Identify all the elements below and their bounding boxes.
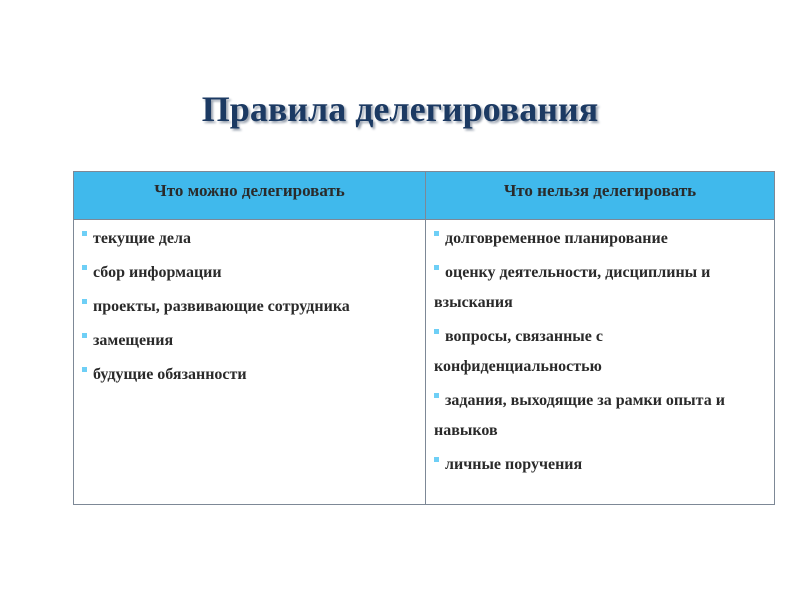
cannot-delegate-column <box>426 220 774 504</box>
list-item-text: будущие обязанности <box>93 366 247 383</box>
can-delegate-column <box>74 220 426 504</box>
list-item-text: сбор информации <box>93 264 222 281</box>
square-bullet-icon <box>82 265 87 270</box>
list-item <box>434 258 768 318</box>
list-item-text: задания, выходящие за рамки опыта и навыков <box>434 392 725 439</box>
list-item-text: вопросы, связанные с конфиденциальностью <box>434 328 603 375</box>
list-item <box>434 450 768 480</box>
square-bullet-icon <box>82 231 87 236</box>
square-bullet-icon <box>82 299 87 304</box>
list-item <box>434 224 768 254</box>
list-item-text: оценку деятельности, дисциплины и взыскания <box>434 264 711 311</box>
square-bullet-icon <box>82 333 87 338</box>
list-item <box>82 292 419 322</box>
square-bullet-icon <box>434 457 439 462</box>
header-cannot-delegate: Что нельзя делегировать <box>426 172 774 220</box>
square-bullet-icon <box>434 393 439 398</box>
square-bullet-icon <box>434 231 439 236</box>
square-bullet-icon <box>434 329 439 334</box>
square-bullet-icon <box>434 265 439 270</box>
list-item-text: проекты, развивающие сотрудника <box>93 298 350 315</box>
list-item <box>82 360 419 390</box>
square-bullet-icon <box>82 367 87 372</box>
list-item <box>434 386 768 446</box>
delegation-table <box>73 171 775 505</box>
list-item-text: личные поручения <box>445 456 583 473</box>
list-item-text: текущие дела <box>93 230 191 247</box>
list-item-text: замещения <box>93 332 174 349</box>
list-item <box>82 326 419 356</box>
list-item <box>434 322 768 382</box>
list-item <box>82 258 419 288</box>
slide-title: Правила делегирования <box>201 89 599 129</box>
list-item <box>82 224 419 254</box>
list-item-text: долговременное планирование <box>445 230 668 247</box>
header-can-delegate: Что можно делегировать <box>74 172 426 220</box>
